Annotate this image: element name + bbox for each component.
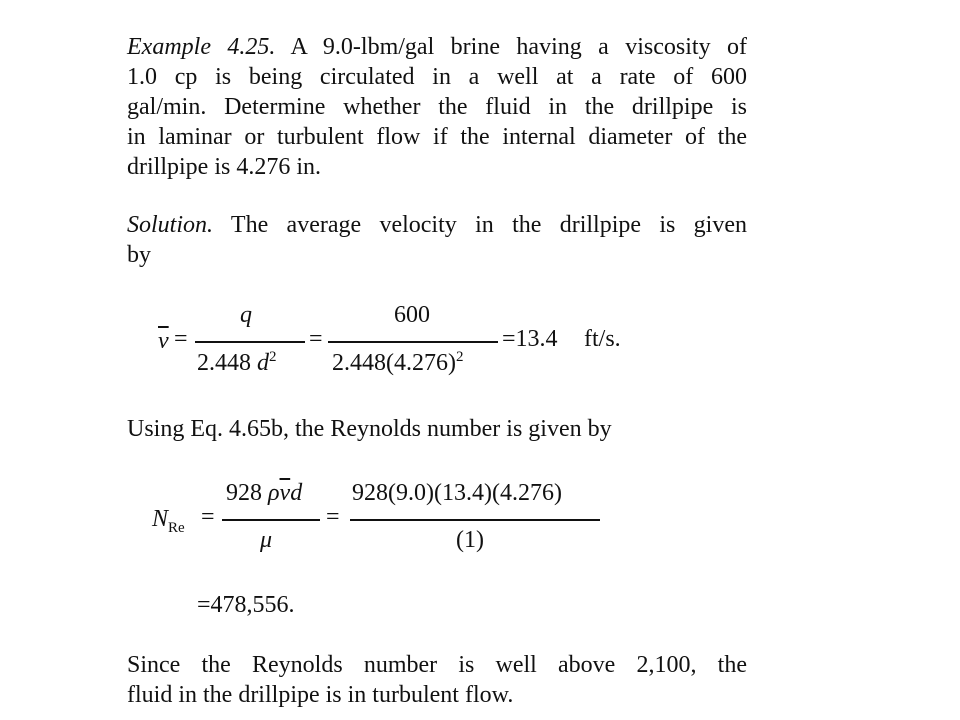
eq2-num1-coef: 928 bbox=[226, 480, 262, 506]
eq1-fraction-bar-1 bbox=[195, 341, 305, 343]
eq1-result: =13.4 bbox=[502, 326, 558, 352]
eq1-den2-base: 2.448(4.276) bbox=[332, 350, 456, 376]
eq1-den2-exp: 2 bbox=[455, 349, 464, 365]
eq1-denominator-1 bbox=[197, 350, 277, 377]
eq1-numerator-2: 600 bbox=[394, 302, 430, 328]
eq2-num1-rho: ρ bbox=[268, 480, 280, 506]
solution-label: Solution. bbox=[127, 212, 214, 238]
eq2-num1-vbar: $\overline{v}$ bbox=[279, 480, 291, 506]
example-label: Example 4.25. bbox=[127, 34, 276, 60]
eq1-den1-coef: 2.448 bbox=[197, 350, 251, 376]
solution-line-1 bbox=[127, 210, 747, 240]
reynolds-intro-line: Using Eq. 4.65b, the Reynolds number is given by bbox=[127, 416, 612, 442]
eq2-numerator-1 bbox=[226, 480, 302, 507]
example-line-2: 1.0 cp is being circulated in a well at a rate of 600 bbox=[127, 64, 747, 90]
example-paragraph bbox=[127, 32, 747, 182]
eq2-numerator-2: 928(9.0)(13.4)(4.276) bbox=[352, 480, 562, 506]
eq2-lhs-sub: Re bbox=[168, 520, 185, 536]
eq2-fraction-bar-2 bbox=[350, 519, 600, 521]
eq2-denominator-2: (1) bbox=[456, 527, 484, 553]
conclusion-line-1: Since the Reynolds number is well above 2,100, the bbox=[127, 652, 747, 678]
example-line-5: drillpipe is 4.276 in. bbox=[127, 154, 321, 180]
eq1-equals-2: = bbox=[309, 326, 323, 352]
solution-line-2: by bbox=[127, 242, 151, 268]
eq1-unit: ft/s. bbox=[584, 326, 621, 352]
eq2-equals-1: = bbox=[201, 504, 215, 530]
solution-paragraph bbox=[127, 210, 747, 270]
solution-text-1: The average velocity in the drillpipe is given bbox=[230, 212, 747, 238]
eq1-numerator-1: q bbox=[240, 302, 252, 328]
eq1-den1-exp: 2 bbox=[269, 349, 277, 365]
eq2-lhs bbox=[152, 506, 185, 536]
eq2-num1-d: d bbox=[290, 480, 303, 506]
example-text-1: A 9.0-lbm/gal brine having a viscosity of bbox=[290, 34, 747, 60]
conclusion-paragraph bbox=[127, 650, 747, 710]
conclusion-line-2: fluid in the drillpipe is in turbulent flow. bbox=[127, 682, 514, 708]
eq1-denominator-2 bbox=[332, 350, 463, 377]
eq2-denominator-1: μ bbox=[260, 527, 273, 553]
eq2-result: =478,556. bbox=[197, 592, 295, 618]
eq1-fraction-bar-2 bbox=[328, 341, 498, 343]
eq1-equals-1: = bbox=[174, 326, 188, 352]
example-line-1 bbox=[127, 32, 747, 62]
eq2-fraction-bar-1 bbox=[222, 519, 320, 521]
example-line-4: in laminar or turbulent flow if the internal diameter of the bbox=[127, 124, 747, 150]
eq2-equals-2: = bbox=[326, 504, 340, 530]
eq1-den1-var: d bbox=[257, 350, 269, 376]
example-line-3: gal/min. Determine whether the fluid in the drillpipe is bbox=[127, 94, 747, 120]
eq2-lhs-main: N bbox=[152, 506, 169, 532]
reynolds-intro-paragraph bbox=[127, 414, 747, 444]
eq1-lhs: $\overline{v}$ bbox=[158, 328, 169, 354]
